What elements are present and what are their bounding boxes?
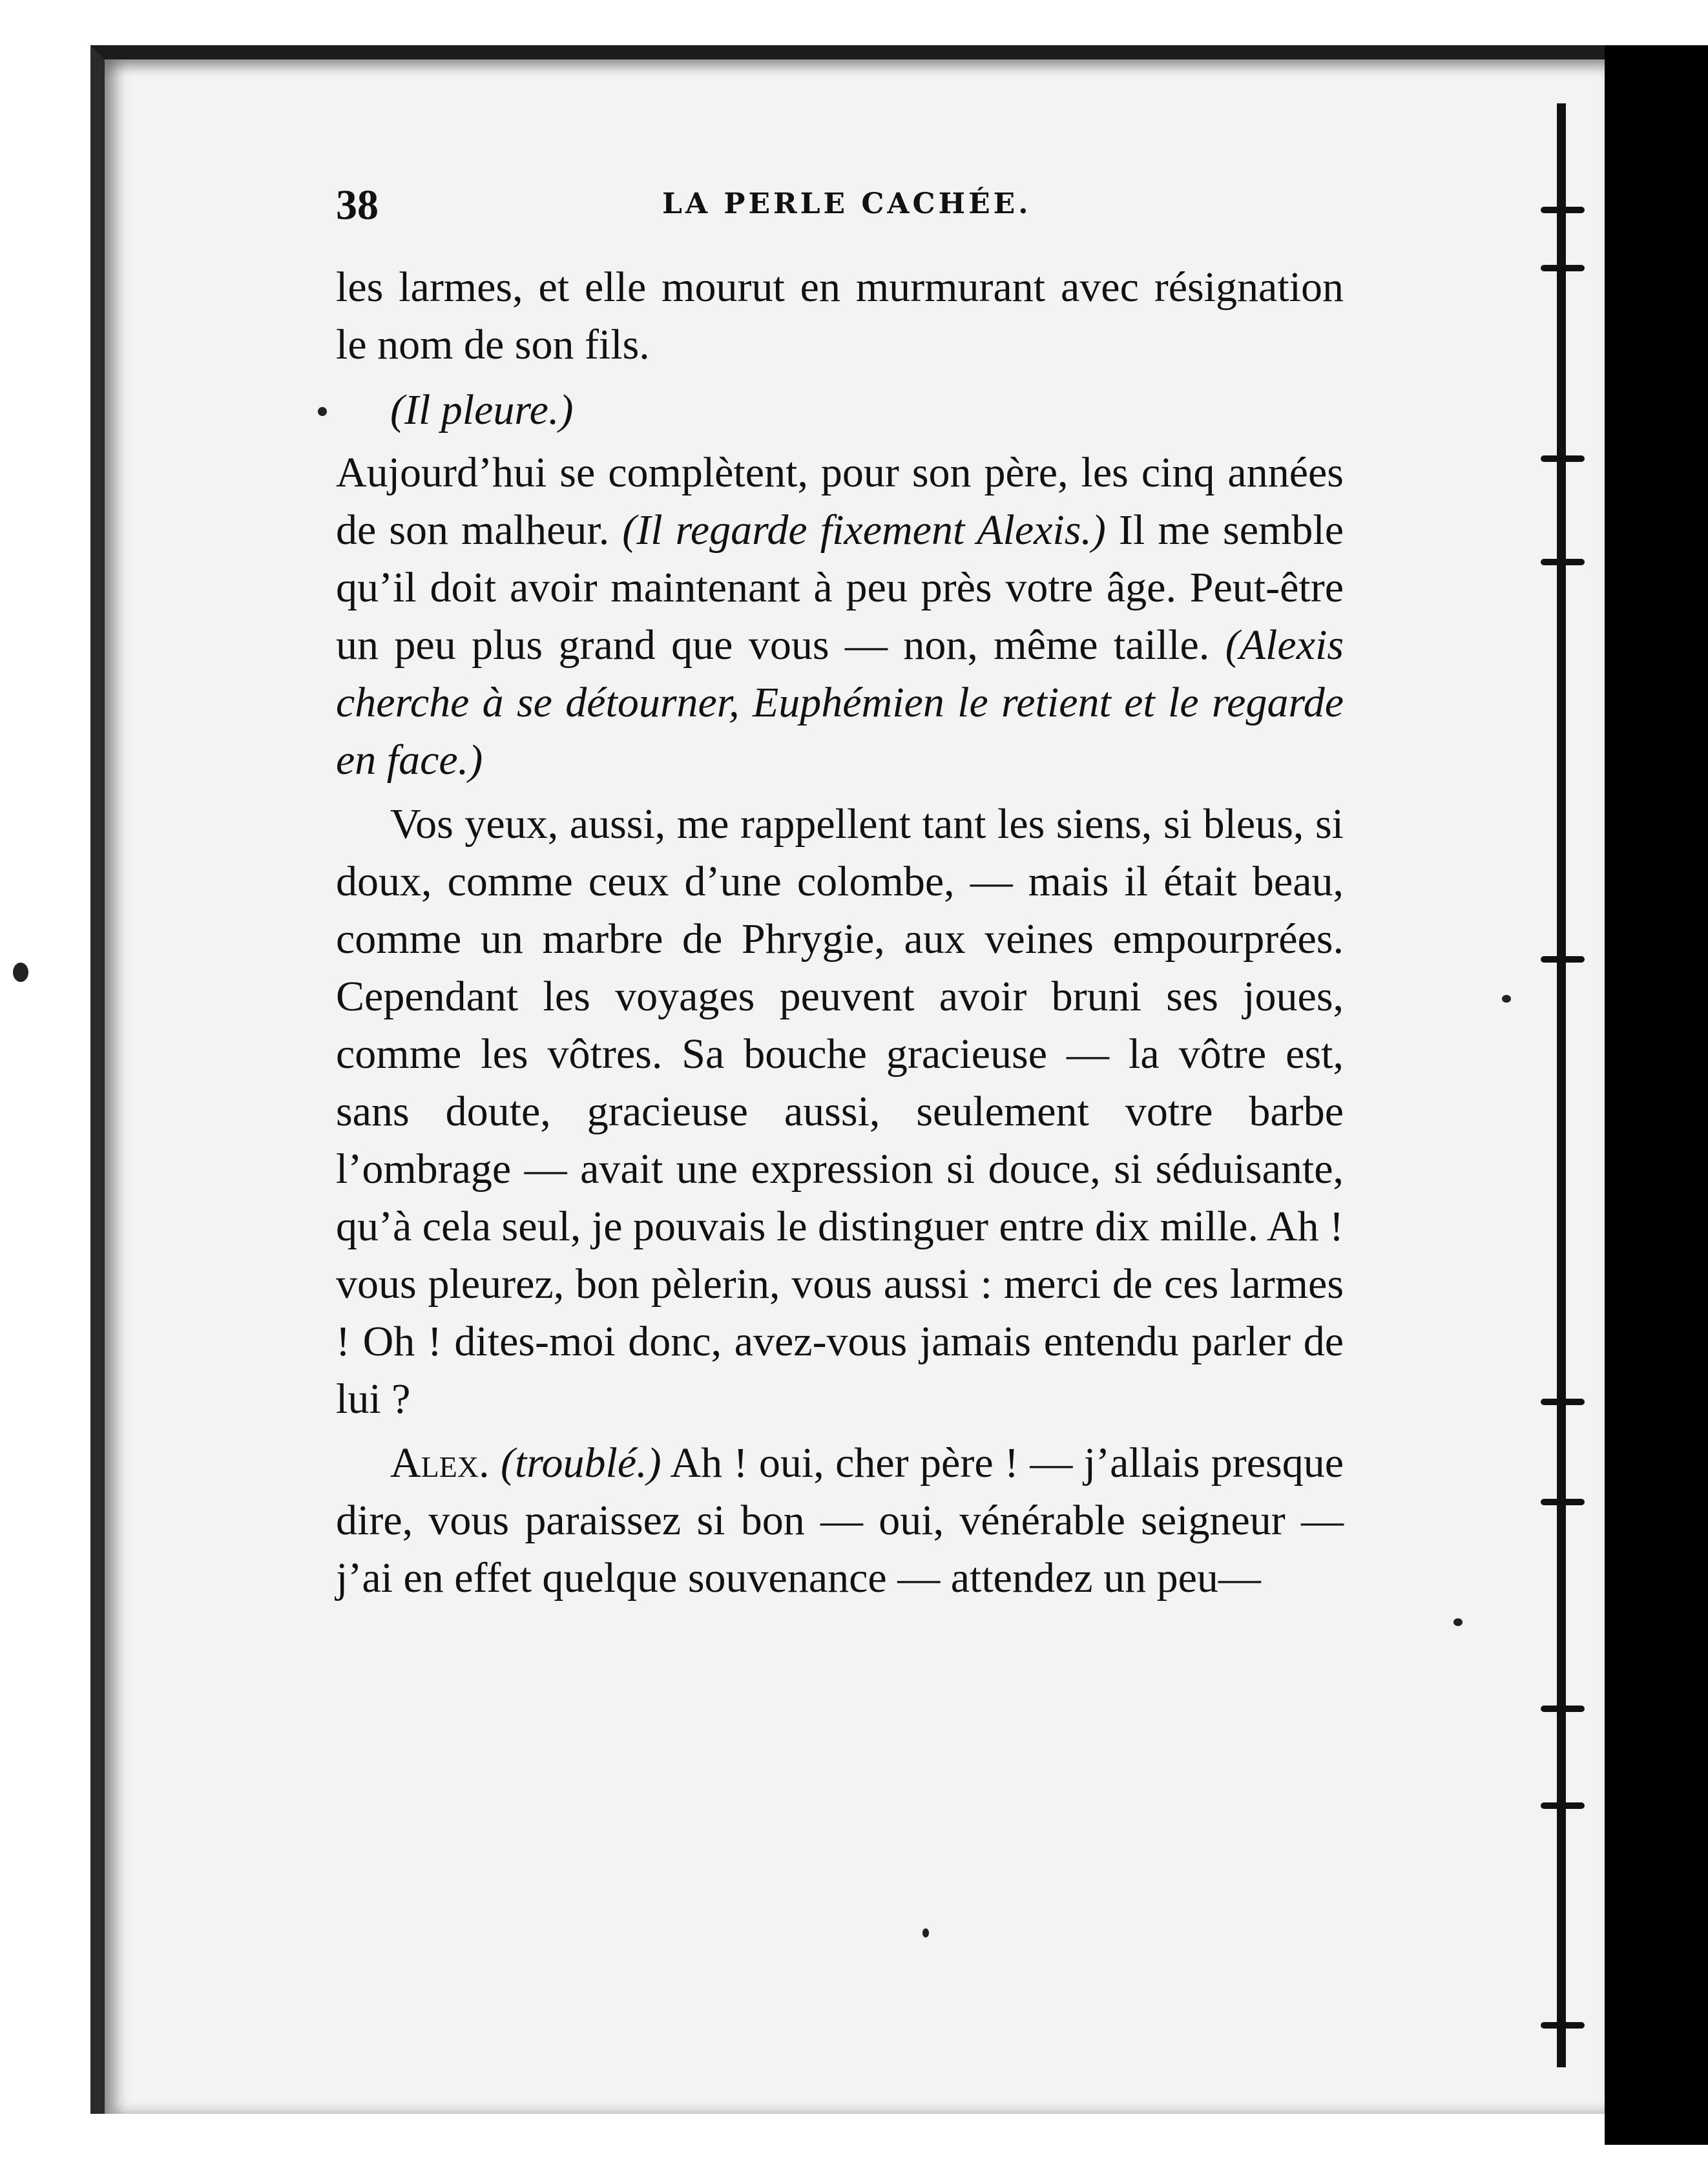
scan-speck [1502, 995, 1511, 1003]
binding-stitch [1541, 1706, 1585, 1712]
paragraph-1: les larmes, et elle mourut en murmurant avec résignation le nom de son fils. [336, 264, 1344, 368]
scan-speck [1453, 1618, 1463, 1626]
paragraph-4: Alex. (troublé.) Ah ! oui, cher père ! — j’allais presque dire, vous paraissez si bon — oui, vénérable seigneur — j’ai en effet quelque souvenance — attendez un peu— [336, 1439, 1344, 1602]
binding-stitch [1541, 2022, 1585, 2029]
page-right-shadow [1605, 45, 1708, 2145]
scan-speck [13, 963, 28, 982]
scan-speck [922, 1928, 929, 1937]
binding-stitch [1541, 1499, 1585, 1505]
binding-thread [1557, 103, 1566, 2067]
running-title: LA PERLE CACHÉE. [662, 187, 1032, 220]
stage-direction: (Il pleure.) [390, 386, 574, 433]
binding-stitch [1541, 559, 1585, 565]
page-body [336, 258, 1344, 1607]
paragraph-3: Vos yeux, aussi, me rappellent tant les siens, si bleus, si doux, comme ceux d’une colombe, — mais il était beau, comme un marbre de Phrygie, aux veines empourprées. Cependant les voyages peuvent avoir bruni ses joues, comme les vôtres. Sa bouche gracieuse — la vôtre est, sans doute, gracieuse aussi, seulement votre barbe l’ombrage — avait une expression si douce, si séduisante, qu’à cela seul, je pouvais le distinguer entre dix mille. Ah ! vous pleurez, bon pèlerin, vous aussi : merci de ces larmes ! Oh ! dites-moi donc, avez-vous jamais entendu parler de lui ? [336, 800, 1344, 1423]
binding-stitch [1541, 1802, 1585, 1809]
binding-stitch [1541, 207, 1585, 213]
page-number: 38 [336, 182, 379, 229]
binding-stitch [1541, 455, 1585, 462]
paragraph-2: Aujourd’hui se complètent, pour son père, les cinq années de son malheur. (Il regarde fixement Alexis.) Il me semble qu’il doit avoir maintenant à peu près votre âge. Peut-être un peu plus grand que vous — non, même taille. (Alexis cherche à se détourner, Euphémien le retient et le regarde en face.) [336, 449, 1344, 784]
binding-stitch [1541, 1399, 1585, 1405]
binding-stitch [1541, 265, 1585, 271]
scan-speck [318, 407, 327, 416]
speaker-name: Alex. [390, 1439, 490, 1487]
binding-stitch [1541, 956, 1585, 963]
